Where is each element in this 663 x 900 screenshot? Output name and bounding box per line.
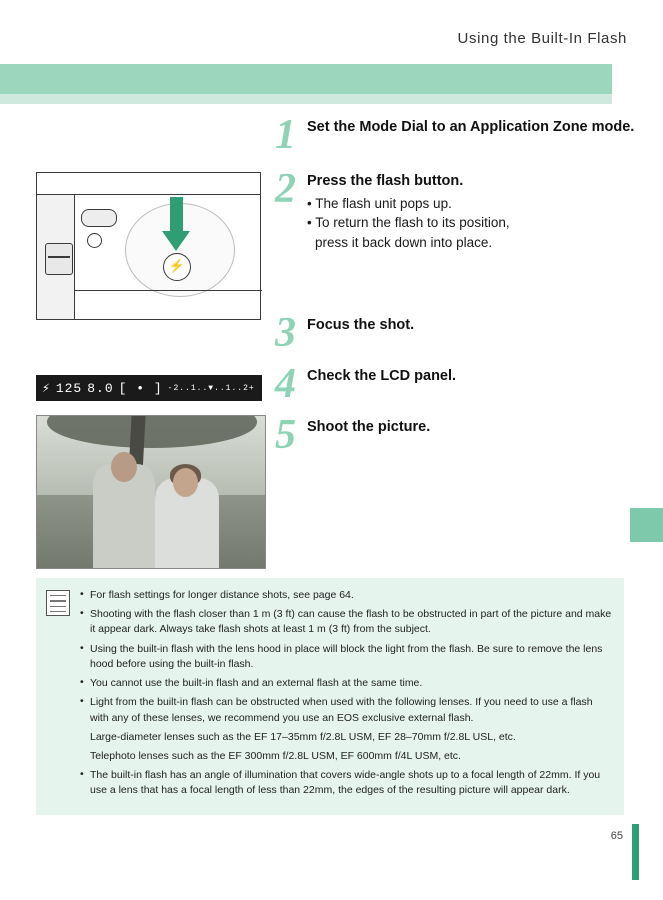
note-sub-line: Large-diameter lenses such as the EF 17–35mm f/2.8L USM, EF 28–70mm f/2.8L USL, etc.	[90, 730, 516, 743]
camera-front-illustration	[36, 172, 261, 320]
step-1-title: Set the Mode Dial to an Application Zone mode.	[307, 119, 635, 135]
lcd-exposure-scale: -2..1..▼..1..2+	[167, 383, 255, 393]
note-item: • For flash settings for longer distance shots, see page 64.	[80, 588, 612, 603]
page-number: 65	[610, 830, 623, 842]
camera-grip-detail	[45, 243, 73, 275]
step-4-title: Check the LCD panel.	[307, 368, 457, 384]
side-chapter-tab	[630, 508, 663, 542]
step-2-detail-3: press it back down into place.	[315, 234, 493, 250]
camera-grip-line	[48, 256, 70, 258]
step-5-title: Shoot the picture.	[307, 419, 431, 435]
lcd-shutter-speed: 125	[55, 380, 83, 396]
page-title: Using the Built-In Flash	[457, 30, 627, 47]
camera-dial	[81, 209, 117, 227]
lcd-panel-illustration	[36, 375, 262, 401]
step-5	[275, 412, 431, 458]
header-accent-bar	[0, 64, 612, 94]
step-1	[275, 112, 635, 158]
note-item: • The built-in flash has an angle of illumination that covers wide-angle shots up to a focal length of 22mm. If you use a lens that has a focal length of less than 22mm, the edges of the resulting picture will appear dark.	[80, 768, 612, 798]
step-5-number: 5	[275, 412, 296, 458]
note-sub-line: Telephoto lenses such as the EF 300mm f/2.8L USM, EF 600mm f/4L USM, etc.	[90, 749, 461, 762]
step-2	[275, 166, 510, 252]
step-3	[275, 310, 415, 356]
photo-head-left	[111, 452, 137, 482]
step-3-title: Focus the shot.	[307, 317, 415, 333]
lcd-flash-icon: ⚡	[42, 380, 51, 396]
note-icon	[46, 590, 70, 616]
step-1-number: 1	[275, 112, 296, 158]
camera-top-band	[37, 173, 260, 195]
step-2-title: Press the flash button.	[307, 173, 464, 189]
notes-box	[36, 578, 624, 815]
arrow-down-icon	[166, 197, 186, 255]
photo-head-right	[173, 468, 198, 497]
camera-lens-release-dot	[87, 233, 102, 248]
note-item: • Light from the built-in flash can be obstructed when used with the following lenses. If you need to use a flash with any of these lenses, we recommend you use an EOS exclusive external flash.	[80, 695, 612, 725]
page-edge-bar	[632, 824, 639, 880]
header-accent-bar-light	[0, 94, 612, 104]
step-4	[275, 361, 457, 407]
step-3-number: 3	[275, 310, 296, 356]
note-item: • You cannot use the built-in flash and an external flash at the same time.	[80, 676, 612, 691]
step-2-details	[307, 194, 510, 253]
step-4-number: 4	[275, 361, 296, 407]
step-2-number: 2	[275, 166, 296, 212]
lcd-exposure-bracket: [ • ]	[118, 380, 163, 396]
step-2-detail-2: • To return the flash to its position,	[307, 215, 510, 231]
note-item: • Shooting with the flash closer than 1 m (3 ft) can cause the flash to be obstructed in part of the picture and make it appear dark. Always take flash shots at least 1 m (3 ft) from the subject.	[80, 607, 612, 637]
camera-grip-block	[37, 195, 75, 319]
camera-body-line	[75, 290, 262, 292]
note-item: • Using the built-in flash with the lens hood in place will block the light from the flash. Be sure to remove the lens hood before using the built-in flash.	[80, 642, 612, 672]
sample-photo	[36, 415, 266, 569]
flash-button-icon: ⚡	[163, 253, 191, 281]
step-2-detail-1: • The flash unit pops up.	[307, 195, 452, 211]
lcd-aperture: 8.0	[87, 380, 114, 396]
